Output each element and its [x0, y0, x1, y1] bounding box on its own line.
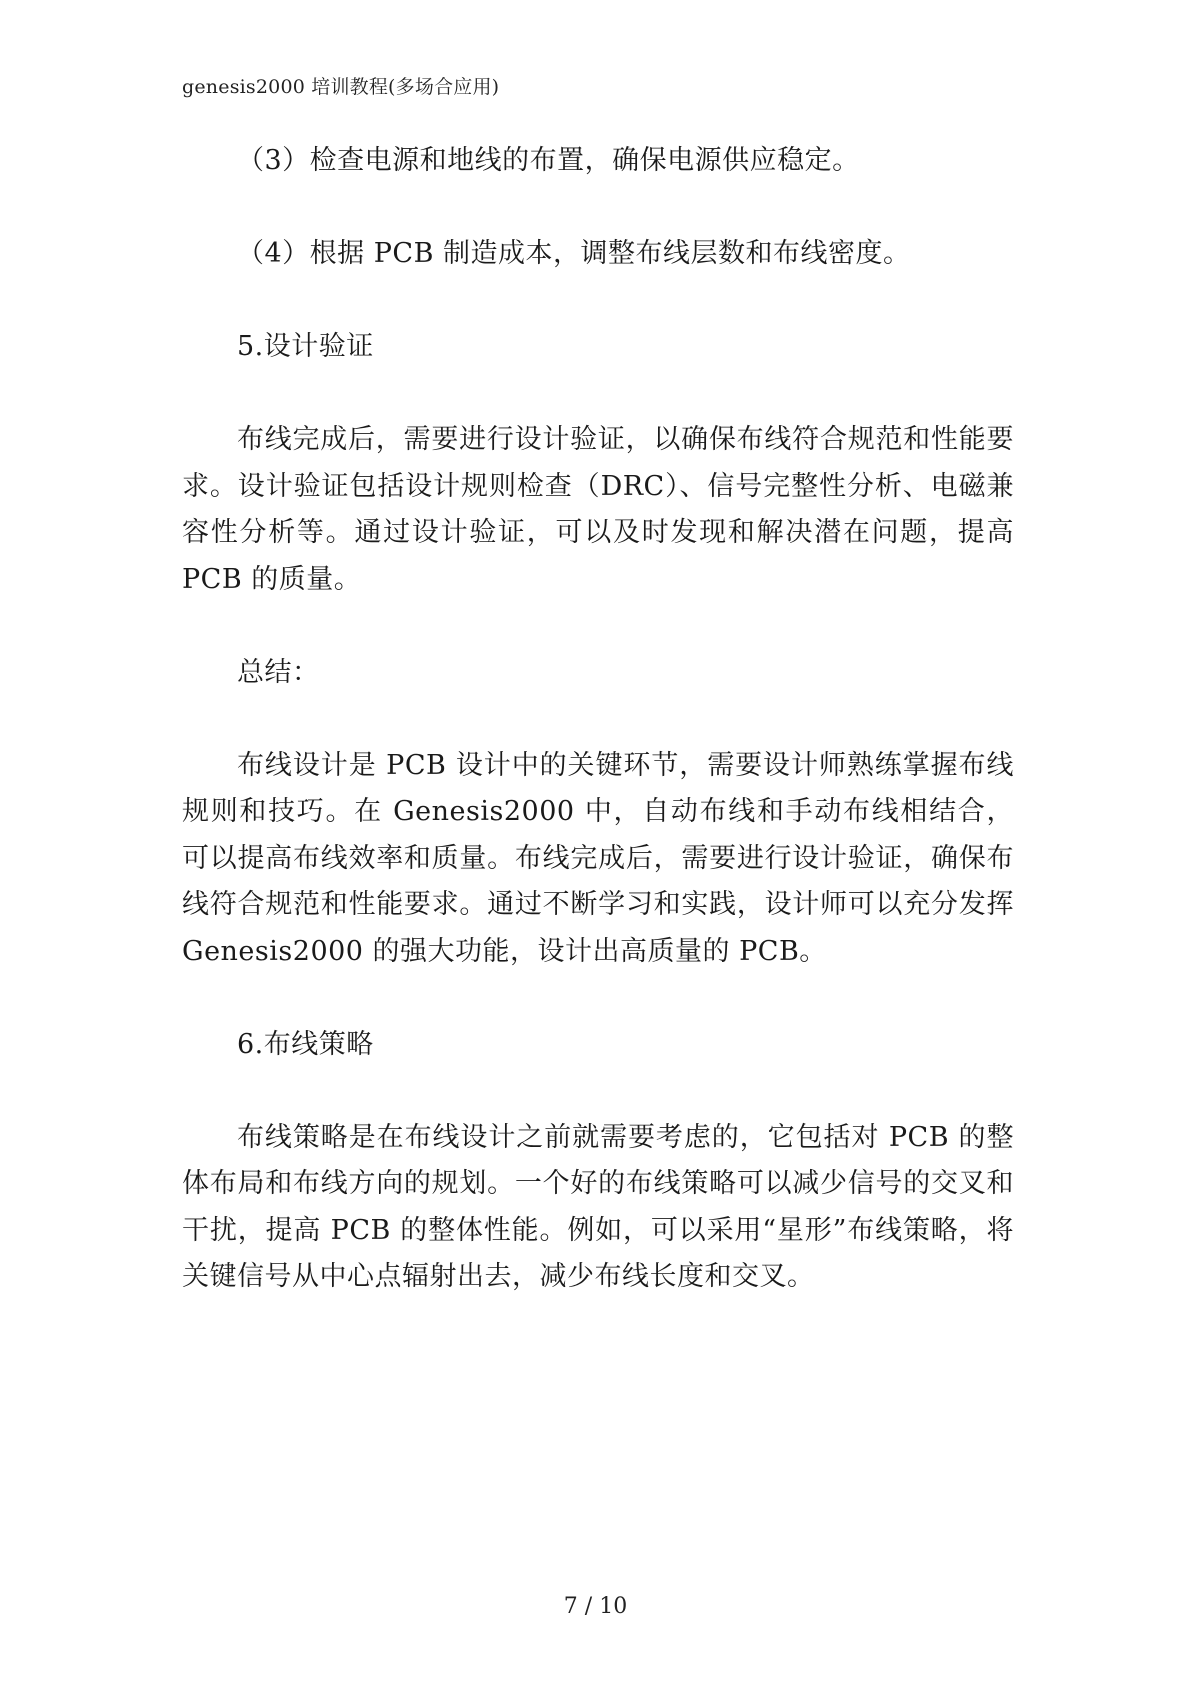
page-number: 7 / 10	[563, 1594, 628, 1619]
paragraph-summary: 布线设计是 PCB 设计中的关键环节，需要设计师熟练掌握布线规则和技巧。在 Genesis2000 中，自动布线和手动布线相结合，可以提高布线效率和质量。布线完成后，需要进行设计验证，确保布线符合规范和性能要求。通过不断学习和实践，设计师可以充分发挥 Genesis2000 的强大功能，设计出高质量的 PCB。	[182, 749, 1014, 967]
section-heading-summary: 总结：	[237, 656, 320, 688]
list-item-power-ground: （3）检查电源和地线的布置，确保电源供应稳定。	[237, 145, 860, 176]
document-body	[182, 138, 1014, 1301]
paragraph-routing-strategy: 布线策略是在布线设计之前就需要考虑的，它包括对 PCB 的整体布局和布线方向的规划。一个好的布线策略可以减少信号的交叉和干扰，提高 PCB 的整体性能。例如，可以采用“星形”布线策略，将关键信号从中心点辐射出去，减少布线长度和交叉。	[182, 1121, 1014, 1292]
section-heading-routing-strategy: 6.布线策略	[237, 1028, 374, 1060]
section-heading-design-verification: 5.设计验证	[237, 331, 374, 362]
page-header: genesis2000 培训教程(多场合应用)	[182, 76, 500, 98]
paragraph-design-verification: 布线完成后，需要进行设计验证，以确保布线符合规范和性能要求。设计验证包括设计规则检查（DRC）、信号完整性分析、电磁兼容性分析等。通过设计验证，可以及时发现和解决潜在问题，提高 PCB 的质量。	[182, 424, 1014, 595]
list-item-layer-density: （4）根据 PCB 制造成本，调整布线层数和布线密度。	[237, 238, 911, 269]
